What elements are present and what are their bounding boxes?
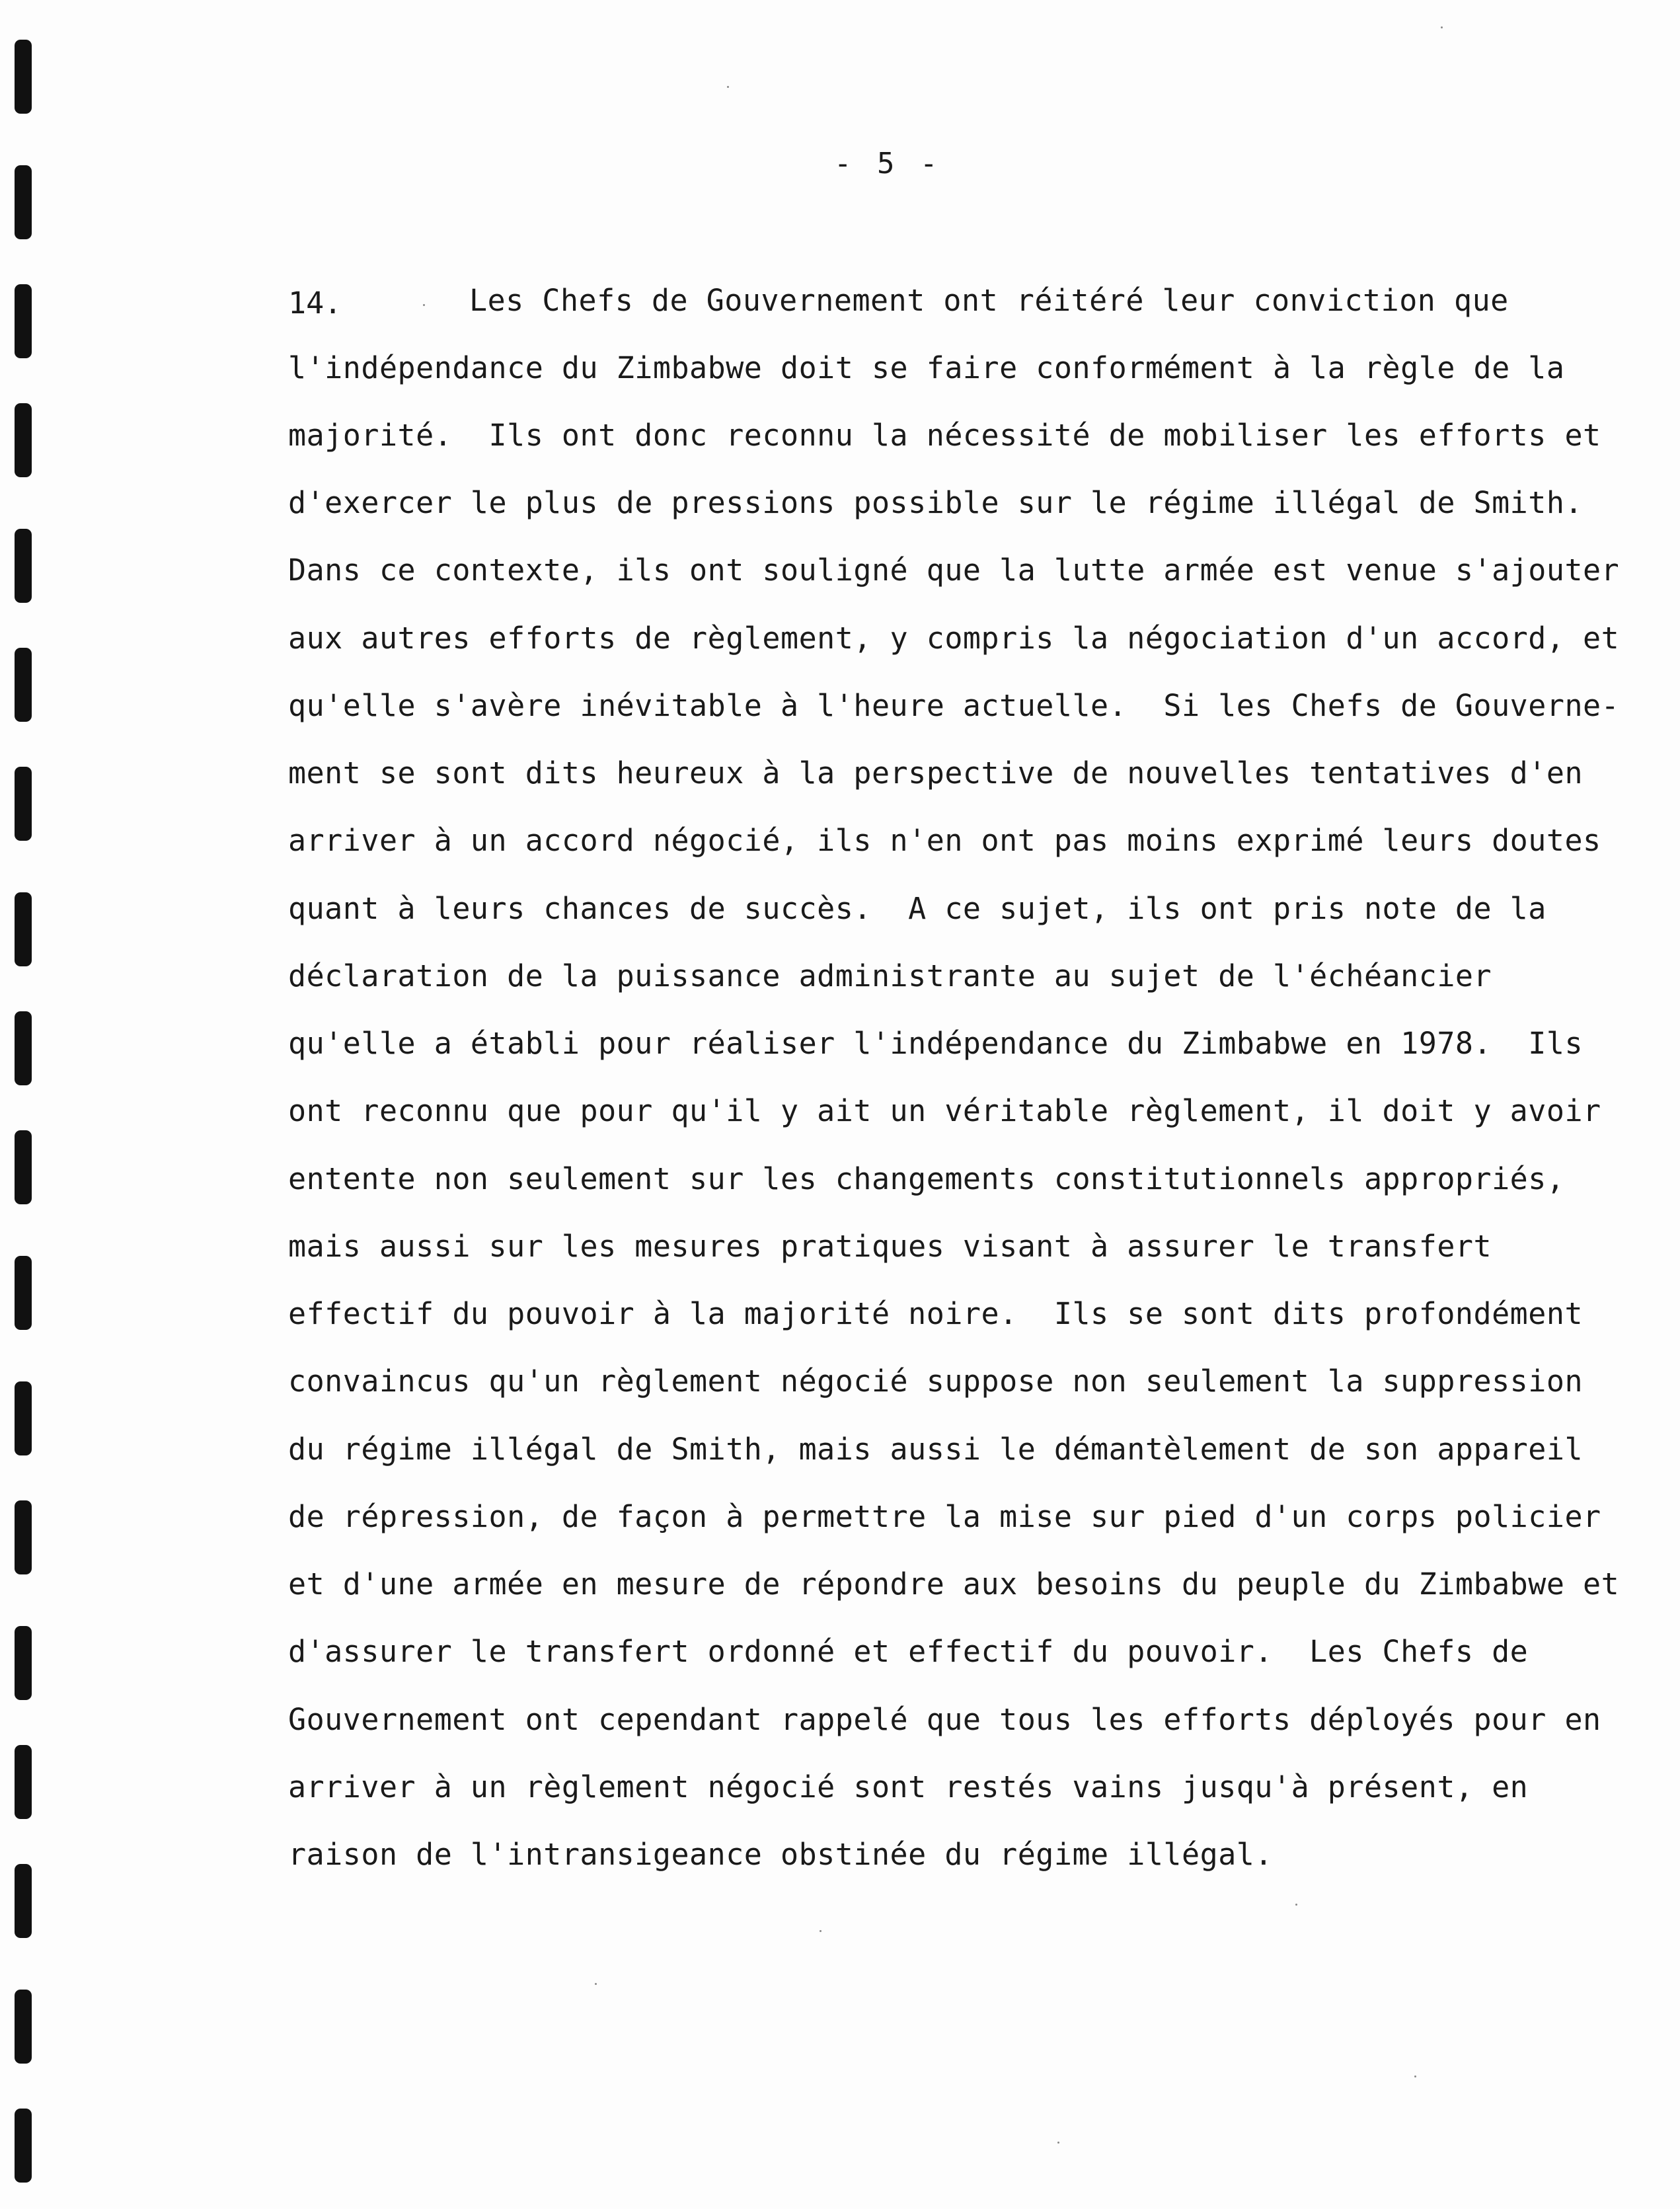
punch-hole (15, 1011, 32, 1085)
page-number: - 5 - (834, 147, 942, 180)
paragraph-line: arriver à un accord négocié, ils n'en ont pas moins exprimé leurs doutes (288, 823, 1601, 858)
punch-hole (15, 40, 32, 114)
paragraph-line: d'assurer le transfert ordonné et effectif du pouvoir. Les Chefs de (288, 1634, 1529, 1669)
paragraph-line: effectif du pouvoir à la majorité noire. Ils se sont dits profondément (288, 1296, 1584, 1331)
paragraph-line: d'exercer le plus de pressions possible sur le régime illégal de Smith. (288, 485, 1584, 520)
punch-hole (15, 529, 32, 603)
paragraph-line: Dans ce contexte, ils ont souligné que la lutte armée est venue s'ajouter (288, 553, 1620, 588)
scan-speck (595, 1983, 597, 1985)
paragraph-number: 14. (288, 286, 342, 321)
punch-hole (15, 165, 32, 239)
paragraph-line: de répression, de façon à permettre la mise sur pied d'un corps policier (288, 1499, 1601, 1534)
punch-hole (15, 1130, 32, 1204)
paragraph-line: majorité. Ils ont donc reconnu la nécessité de mobiliser les efforts et (288, 418, 1601, 453)
paragraph-line: convaincus qu'un règlement négocié suppose non seulement la suppression (288, 1364, 1584, 1399)
paragraph-line: du régime illégal de Smith, mais aussi le démantèlement de son appareil (288, 1432, 1584, 1467)
scan-speck (1295, 1904, 1297, 1906)
paragraph-line: mais aussi sur les mesures pratiques visant à assurer le transfert (288, 1229, 1492, 1264)
punch-hole (15, 403, 32, 477)
paragraph-line: ment se sont dits heureux à la perspective de nouvelles tentatives d'en (288, 756, 1584, 791)
punch-hole (15, 1256, 32, 1330)
scan-speck (1057, 2142, 1059, 2144)
scan-speck (1414, 2075, 1416, 2077)
scan-speck (820, 1930, 821, 1932)
punch-hole (15, 767, 32, 841)
punch-hole (15, 1500, 32, 1574)
paragraph-line: déclaration de la puissance administrante au sujet de l'échéancier (288, 958, 1492, 993)
paragraph-line: arriver à un règlement négocié sont restés vains jusqu'à présent, en (288, 1769, 1529, 1804)
paragraph-line: Gouvernement ont cependant rappelé que tous les efforts déployés pour en (288, 1702, 1601, 1737)
paragraph-line: entente non seulement sur les changements constitutionnels appropriés, (288, 1161, 1565, 1196)
paragraph-line: et d'une armée en mesure de répondre aux besoins du peuple du Zimbabwe et (288, 1567, 1620, 1602)
punch-hole (15, 1990, 32, 2064)
paragraph-line: quant à leurs chances de succès. A ce sujet, ils ont pris note de la (288, 891, 1546, 926)
paragraph-line: ont reconnu que pour qu'il y ait un véritable règlement, il doit y avoir (288, 1093, 1601, 1128)
punch-hole (15, 2109, 32, 2183)
punch-hole (15, 284, 32, 358)
scan-speck (423, 304, 425, 306)
punch-hole (15, 892, 32, 966)
paragraph-line: raison de l'intransigeance obstinée du régime illégal. (288, 1837, 1273, 1872)
scan-speck (1441, 26, 1443, 28)
punch-hole (15, 648, 32, 722)
paragraph-line: aux autres efforts de règlement, y compris la négociation d'un accord, et (288, 621, 1620, 656)
punch-hole-strip (9, 40, 36, 2208)
punch-hole (15, 1381, 32, 1455)
paragraph-line: l'indépendance du Zimbabwe doit se faire conformément à la règle de la (288, 350, 1565, 385)
scan-speck (727, 86, 729, 88)
paragraph-line: Les Chefs de Gouvernement ont réitéré leur conviction que (469, 283, 1509, 318)
paragraph-line: qu'elle s'avère inévitable à l'heure actuelle. Si les Chefs de Gouverne- (288, 688, 1620, 723)
punch-hole (15, 1626, 32, 1700)
punch-hole (15, 1864, 32, 1938)
punch-hole (15, 1745, 32, 1819)
paragraph-line: qu'elle a établi pour réaliser l'indépendance du Zimbabwe en 1978. Ils (288, 1026, 1584, 1061)
